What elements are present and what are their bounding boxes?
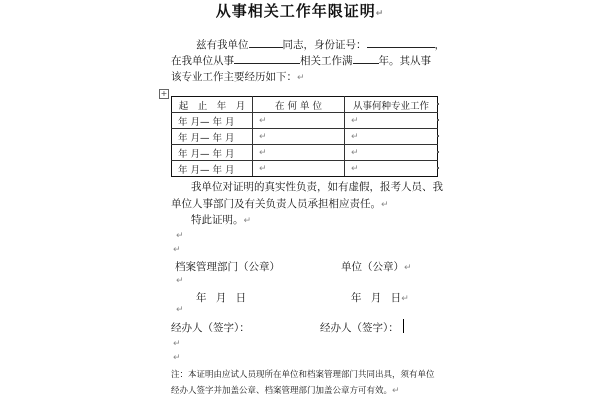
work-cell[interactable]: ↵	[345, 145, 438, 161]
certify-text: 特此证明。↵	[191, 214, 252, 226]
text-cursor	[403, 319, 404, 333]
archive-dept-seal: 档案管理部门（公章）	[175, 261, 280, 273]
id-number-blank[interactable]	[367, 37, 435, 48]
intro-line-3: 该专业工作主要经历如下：↵	[171, 71, 305, 83]
empty-paragraph: ↵	[176, 276, 184, 286]
header-unit: 在 何 单 位	[253, 97, 345, 113]
empty-paragraph: ↵	[173, 339, 181, 349]
table-row	[172, 145, 438, 161]
intro-line-2: 在我单位从事 相关工作满 年。其从事	[171, 55, 431, 67]
row-end-marker	[437, 167, 439, 169]
date-left: 年 月 日	[196, 292, 247, 304]
empty-paragraph: ↵	[173, 353, 181, 363]
table-row	[172, 113, 438, 129]
note-line-1: 注：本证明由应试人员现所在单位和档案管理部门共同出具，须有单位	[171, 370, 435, 380]
header-work: 从事何种专业工作	[345, 97, 438, 113]
period-cell[interactable]: 年 月— 年 月	[172, 145, 253, 161]
note-line-2: 经办人签字并加盖公章、档案管理部门加盖公章方可有效。↵	[171, 386, 400, 396]
table-row	[172, 161, 438, 177]
responsibility-line-1: 我单位对证明的真实性负责，如有虚假，报考人员、我	[191, 181, 443, 193]
empty-paragraph: ↵	[173, 245, 181, 255]
page-title: 从事相关工作年限证明↵	[215, 2, 385, 20]
work-cell[interactable]: ↵	[345, 129, 438, 145]
row-end-marker	[437, 103, 439, 105]
handler-left: 经办人（签字）：	[171, 322, 250, 334]
period-cell[interactable]: 年 月— 年 月	[172, 113, 253, 129]
table-header-row	[172, 97, 438, 113]
period-cell[interactable]: 年 月— 年 月	[172, 129, 253, 145]
job-blank[interactable]	[234, 53, 300, 64]
row-end-marker	[437, 119, 439, 121]
experience-table	[171, 96, 438, 177]
unit-cell[interactable]: ↵	[253, 161, 345, 177]
unit-cell[interactable]: ↵	[253, 129, 345, 145]
period-cell[interactable]: 年 月— 年 月	[172, 161, 253, 177]
years-blank[interactable]	[353, 53, 379, 64]
date-right: 年 月 日↵	[351, 292, 409, 304]
name-blank[interactable]	[249, 37, 283, 48]
work-cell[interactable]: ↵	[345, 161, 438, 177]
table-move-handle[interactable]: +	[160, 89, 168, 98]
header-period: 起 止 年 月	[172, 97, 253, 113]
handler-right: 经办人（签字）：	[320, 322, 399, 334]
empty-paragraph: ↵	[176, 231, 184, 241]
row-end-marker	[437, 135, 439, 137]
unit-seal: 单位（公章）↵	[341, 261, 412, 273]
empty-paragraph: ↵	[176, 305, 184, 315]
table-row	[172, 129, 438, 145]
intro-line-1: 兹有我单位 同志，身份证号： ，	[196, 39, 445, 51]
work-cell[interactable]: ↵	[345, 113, 438, 129]
unit-cell[interactable]: ↵	[253, 113, 345, 129]
responsibility-line-2: 单位人事部门及有关负责人员承担相应责任。↵	[171, 198, 389, 210]
row-end-marker	[437, 151, 439, 153]
unit-cell[interactable]: ↵	[253, 145, 345, 161]
